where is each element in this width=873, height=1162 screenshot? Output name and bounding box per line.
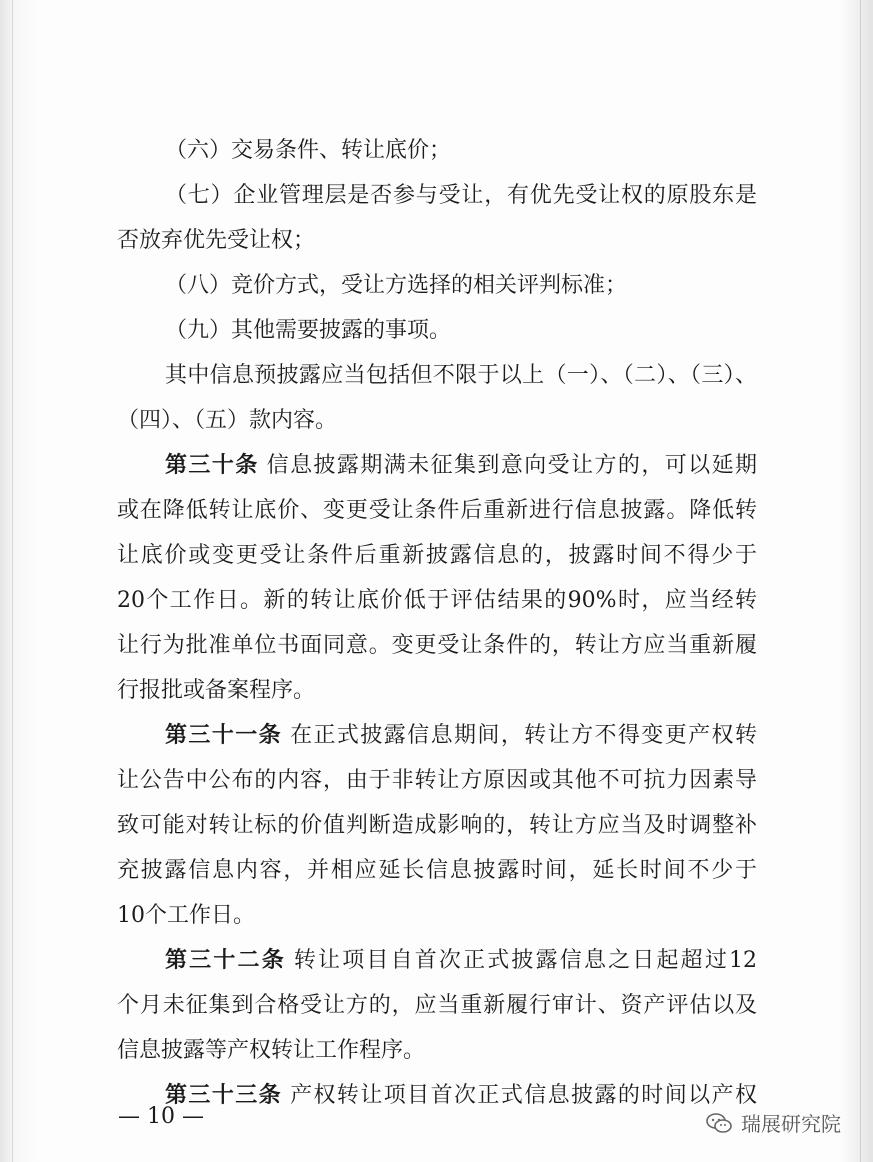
article-heading: 第三十二条 <box>165 947 286 973</box>
article-heading: 第三十条 <box>165 452 259 478</box>
line-text: （八）竞价方式，受让方选择的相关评判标准； <box>165 273 628 298</box>
text-line <box>117 803 757 848</box>
line-text: 信息披露等产权转让工作程序。 <box>117 1038 426 1063</box>
line-text: 让底价或变更受让条件后重新披露信息的，披露时间不得少于 <box>117 543 757 568</box>
text-line <box>117 308 757 353</box>
line-text: （九）其他需要披露的事项。 <box>165 318 452 343</box>
document-body <box>117 128 757 1118</box>
text-line <box>117 983 757 1028</box>
text-line <box>117 263 757 308</box>
article-heading: 第三十一条 <box>165 722 283 748</box>
line-text: （七）企业管理层是否参与受让，有优先受让权的原股东是 <box>165 183 757 208</box>
line-text: 或在降低转让底价、变更受让条件后重新进行信息披露。降低转 <box>117 498 757 523</box>
line-text: 转让项目自首次正式披露信息之日起超过12 <box>293 948 757 973</box>
text-line <box>117 218 757 263</box>
article-heading: 第三十三条 <box>165 1082 283 1108</box>
text-line <box>117 398 757 443</box>
line-text: 否放弃优先受让权； <box>117 228 316 253</box>
text-line <box>117 713 757 758</box>
line-text: 信息披露期满未征集到意向受让方的，可以延期 <box>266 453 757 478</box>
text-line <box>117 668 757 713</box>
text-line <box>117 173 757 218</box>
text-line <box>117 623 757 668</box>
line-text: 行报批或备案程序。 <box>117 678 316 703</box>
text-line <box>117 1028 757 1073</box>
text-line <box>117 488 757 533</box>
line-text: 让公告中公布的内容，由于非转让方原因或其他不可抗力因素导 <box>117 768 757 793</box>
line-text: （六）交易条件、转让底价； <box>165 138 452 163</box>
line-text: 20个工作日。新的转让底价低于评估结果的90%时，应当经转 <box>117 588 757 613</box>
line-text: 个月未征集到合格受让方的，应当重新履行审计、资产评估以及 <box>117 993 757 1018</box>
line-text: 在正式披露信息期间，转让方不得变更产权转 <box>290 723 757 748</box>
page-number: — 10 — <box>118 1104 204 1129</box>
text-line <box>117 938 757 983</box>
text-line <box>117 578 757 623</box>
line-text: 产权转让项目首次正式信息披露的时间以产权 <box>290 1083 757 1108</box>
text-line <box>117 758 757 803</box>
text-line <box>117 353 757 398</box>
line-text: （四）、（五）款内容。 <box>117 408 338 433</box>
line-text: 10个工作日。 <box>117 903 255 928</box>
line-text: 其中信息预披露应当包括但不限于以上（一）、（二）、（三）、 <box>165 363 757 388</box>
text-line <box>117 128 757 173</box>
text-line <box>117 443 757 488</box>
text-line <box>117 533 757 578</box>
text-line <box>117 1073 757 1118</box>
text-line <box>117 893 757 938</box>
line-text: 充披露信息内容，并相应延长信息披露时间，延长时间不少于 <box>117 858 757 883</box>
watermark <box>705 1108 841 1137</box>
wechat-icon <box>705 1112 733 1134</box>
line-text: 让行为批准单位书面同意。变更受让条件的，转让方应当重新履 <box>117 633 757 658</box>
text-line <box>117 848 757 893</box>
line-text: 致可能对转让标的价值判断造成影响的，转让方应当及时调整补 <box>117 813 757 838</box>
watermark-text: 瑞展研究院 <box>741 1112 841 1136</box>
